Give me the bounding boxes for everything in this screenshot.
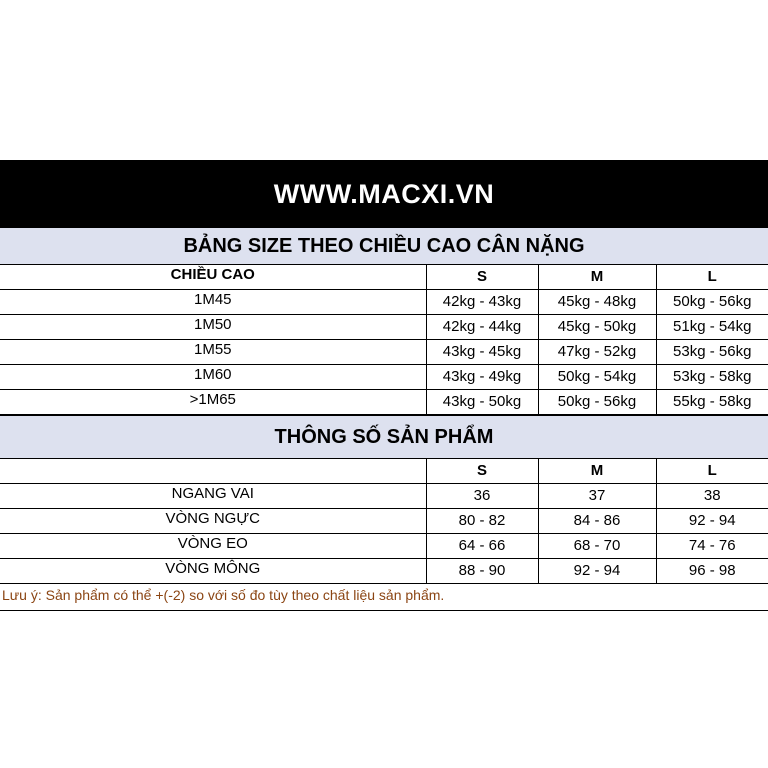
measurement-label: VÒNG EO [0, 534, 426, 559]
weight-cell: 43kg - 45kg [426, 340, 538, 365]
header-size-s: S [426, 265, 538, 290]
weight-cell: 53kg - 56kg [656, 340, 768, 365]
height-cell: 1M55 [0, 340, 426, 365]
table-row [0, 290, 768, 315]
measurement-cell: 84 - 86 [538, 509, 656, 534]
measurement-cell: 96 - 98 [656, 559, 768, 584]
measurement-cell: 64 - 66 [426, 534, 538, 559]
spec-table [0, 459, 768, 584]
measurement-label: VÒNG NGỰC [0, 509, 426, 534]
header-size-l: L [656, 265, 768, 290]
website-url: WWW.MACXI.VN [273, 178, 495, 209]
table-row [0, 315, 768, 340]
spec-table-header-row [0, 459, 768, 484]
table-row [0, 534, 768, 559]
header-size-m: M [538, 459, 656, 484]
table-row [0, 390, 768, 415]
size-table-title-text: BẢNG SIZE THEO CHIỀU CAO CÂN NẶNG [183, 234, 585, 257]
measurement-cell: 38 [656, 484, 768, 509]
weight-cell: 43kg - 50kg [426, 390, 538, 415]
header-size-l: L [656, 459, 768, 484]
weight-cell: 50kg - 54kg [538, 365, 656, 390]
weight-cell: 45kg - 50kg [538, 315, 656, 340]
table-row [0, 509, 768, 534]
size-table-header-row [0, 265, 768, 290]
header-height: CHIỀU CAO [0, 265, 426, 290]
table-row [0, 559, 768, 584]
table-row [0, 340, 768, 365]
size-table-title [0, 228, 768, 265]
measurement-cell: 68 - 70 [538, 534, 656, 559]
size-table [0, 265, 768, 415]
height-cell: >1M65 [0, 390, 426, 415]
weight-cell: 45kg - 48kg [538, 290, 656, 315]
height-cell: 1M50 [0, 315, 426, 340]
spec-table-title [0, 415, 768, 459]
measurement-cell: 92 - 94 [656, 509, 768, 534]
table-row [0, 484, 768, 509]
weight-cell: 43kg - 49kg [426, 365, 538, 390]
measurement-cell: 36 [426, 484, 538, 509]
measurement-cell: 92 - 94 [538, 559, 656, 584]
measurement-cell: 88 - 90 [426, 559, 538, 584]
weight-cell: 53kg - 58kg [656, 365, 768, 390]
measurement-cell: 37 [538, 484, 656, 509]
spec-table-title-text: THÔNG SỐ SẢN PHẨM [274, 425, 494, 448]
weight-cell: 42kg - 43kg [426, 290, 538, 315]
weight-cell: 50kg - 56kg [538, 390, 656, 415]
header-size-s: S [426, 459, 538, 484]
weight-cell: 51kg - 54kg [656, 315, 768, 340]
height-cell: 1M60 [0, 365, 426, 390]
measurement-label: VÒNG MÔNG [0, 559, 426, 584]
website-banner [0, 160, 768, 228]
weight-cell: 55kg - 58kg [656, 390, 768, 415]
height-cell: 1M45 [0, 290, 426, 315]
size-note: Lưu ý: Sản phẩm có thể +(-2) so với số đo tùy theo chất liệu sản phẩm. [0, 584, 768, 611]
weight-cell: 50kg - 56kg [656, 290, 768, 315]
weight-cell: 47kg - 52kg [538, 340, 656, 365]
measurement-cell: 80 - 82 [426, 509, 538, 534]
measurement-label: NGANG VAI [0, 484, 426, 509]
measurement-cell: 74 - 76 [656, 534, 768, 559]
weight-cell: 42kg - 44kg [426, 315, 538, 340]
header-blank [0, 459, 426, 484]
header-size-m: M [538, 265, 656, 290]
table-row [0, 365, 768, 390]
size-chart [0, 160, 768, 611]
